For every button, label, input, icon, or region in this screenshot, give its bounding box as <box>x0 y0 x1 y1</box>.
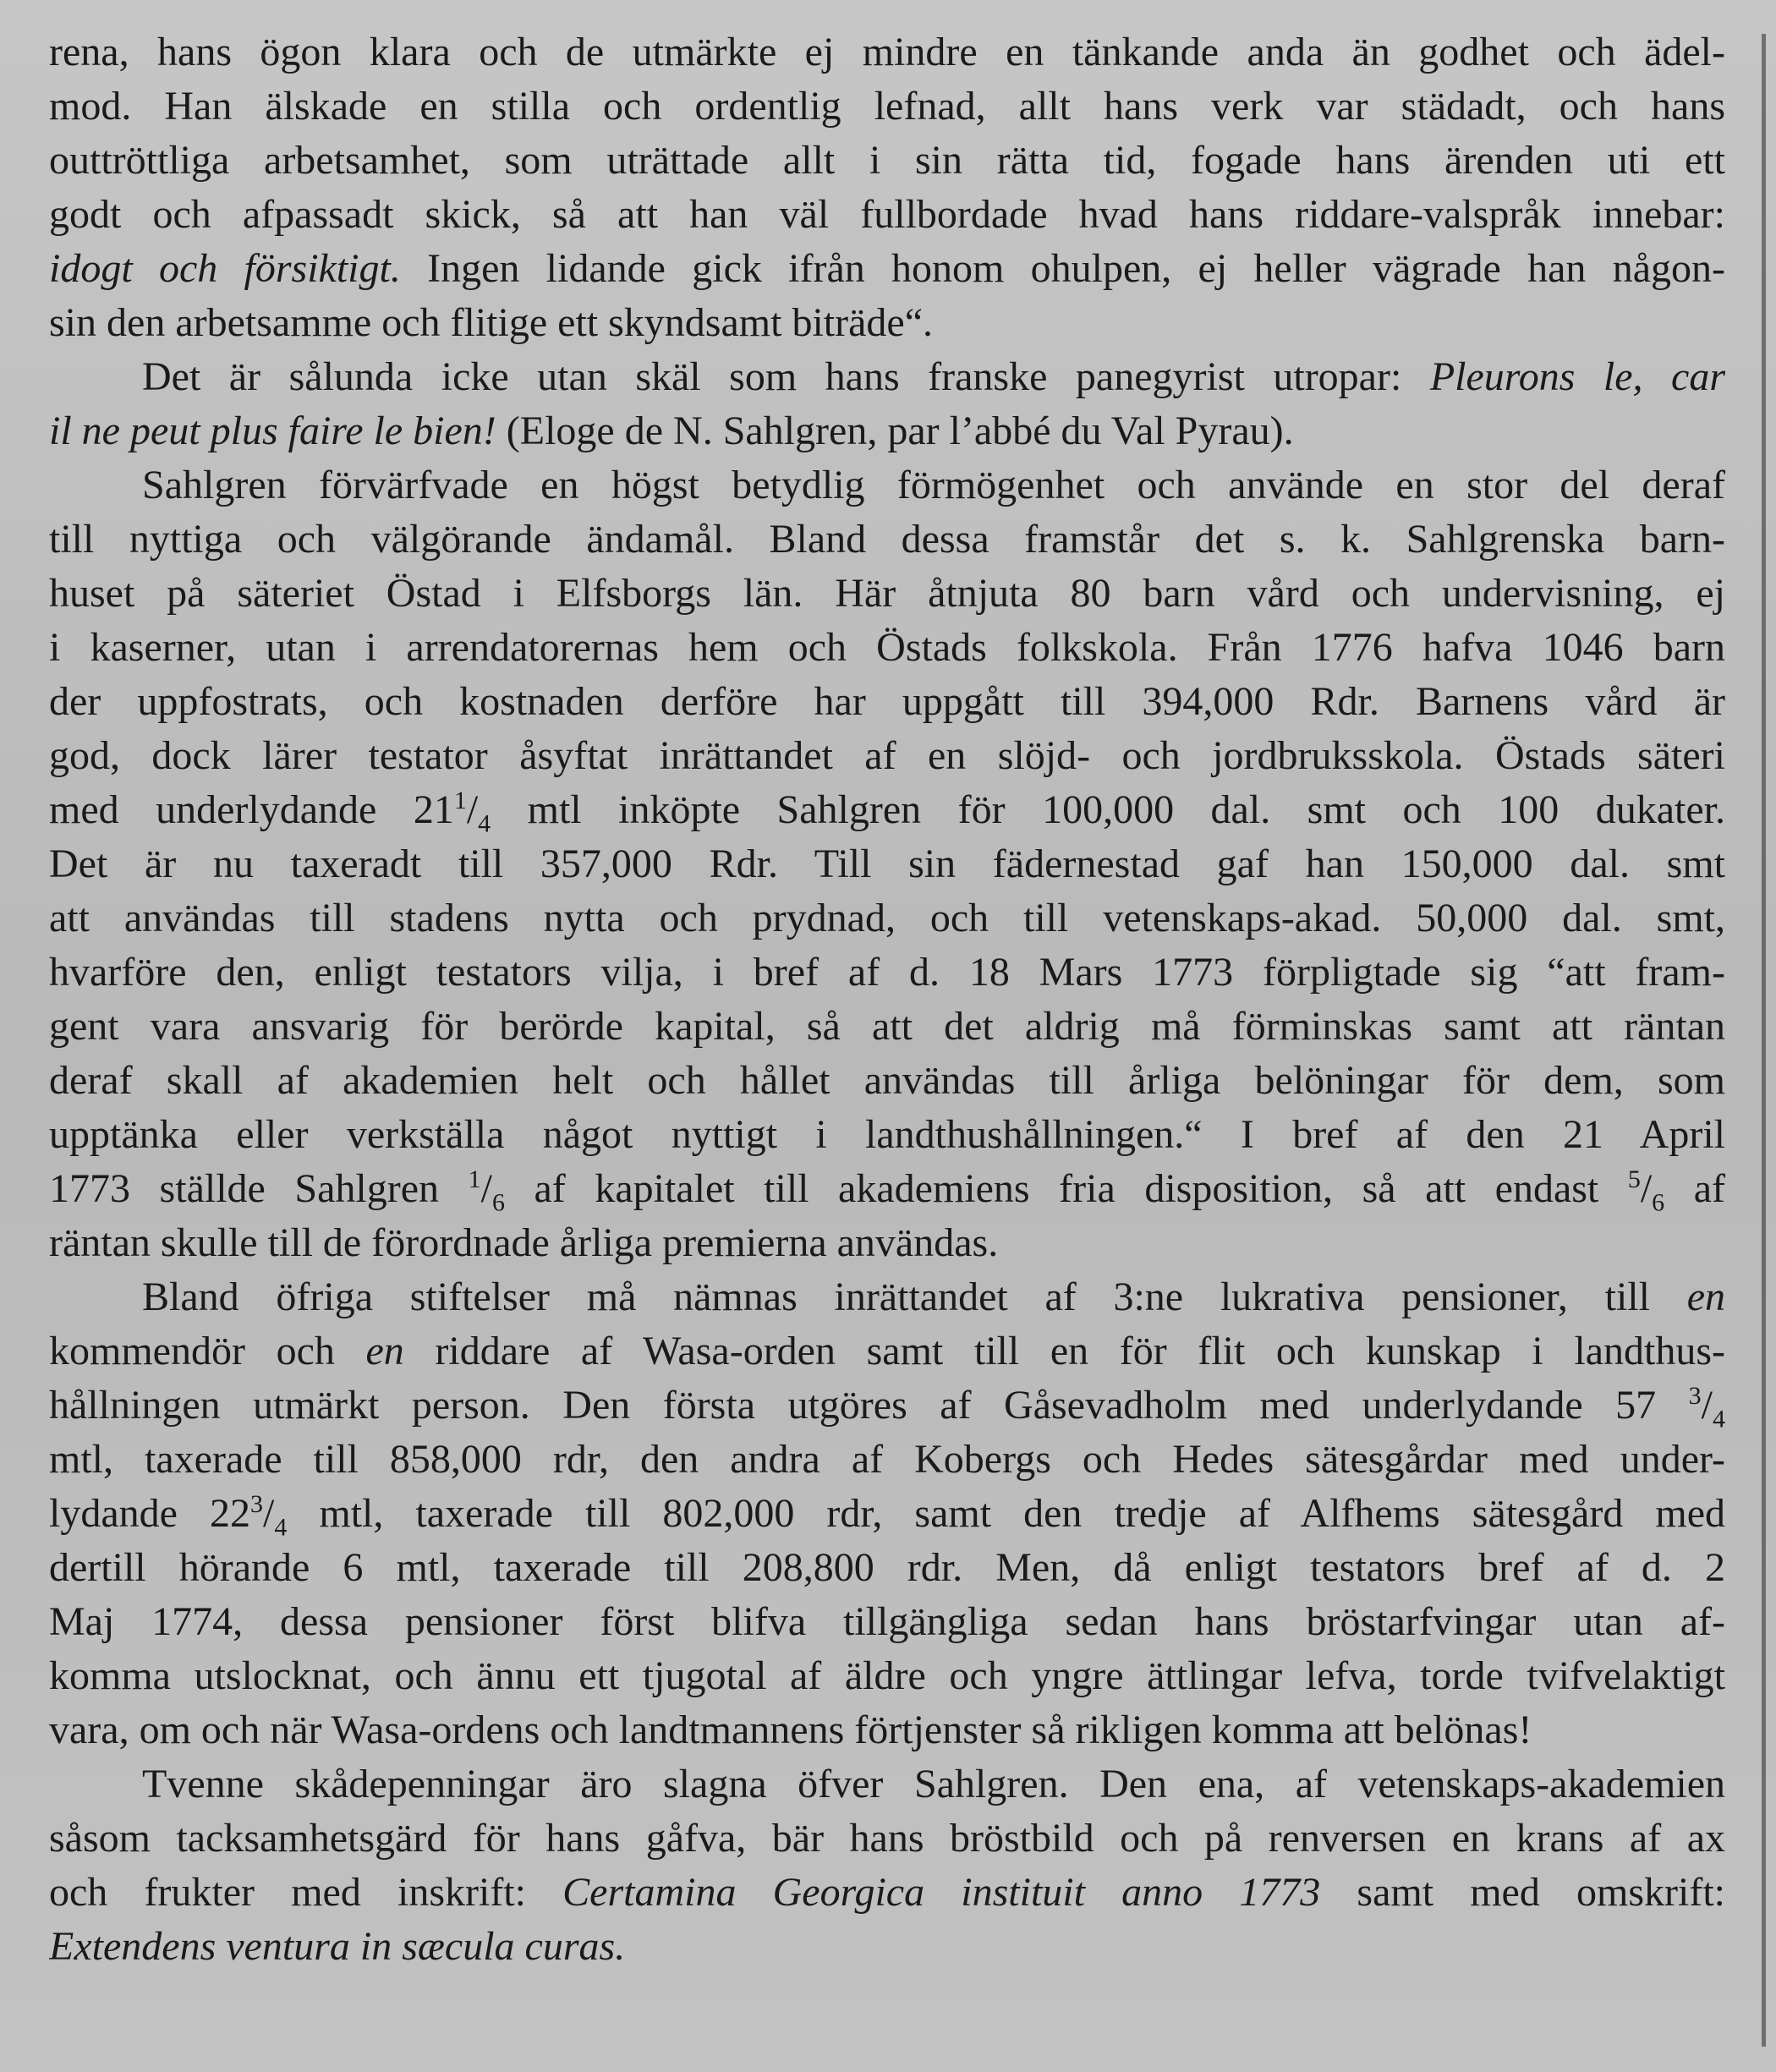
text-line: idogt och försiktigt. Ingen lidande gick ifrån honom ohulpen, ej heller vägrade han någon- <box>49 246 1725 291</box>
text-line: hållningen utmärkt person. Den första utgöres af Gåsevadholm med underlydande 57 $^3/_4$ <box>49 1382 1725 1433</box>
text-line: Det är sålunda icke utan skäl som hans franske panegyrist utropar: Pleurons le, car <box>142 354 1725 399</box>
text-line: hvarföre den, enligt testators vilja, i bref af d. 18 Mars 1773 förpligtade sig “att fram- <box>49 950 1725 995</box>
text-line: komma utslocknat, och ännu ett tjugotal af äldre och yngre ättlingar lefva, torde tvifvelaktigt <box>49 1653 1725 1698</box>
text-line: såsom tacksamhetsgärd för hans gåfva, bär hans bröstbild och på renversen en krans af ax <box>49 1816 1725 1861</box>
text-line: vara, om och när Wasa-ordens och landtmannens förtjenster så rikligen komma att belönas! <box>49 1707 1532 1752</box>
text-line: Tvenne skådepenningar äro slagna öfver Sahlgren. Den ena, af vetenskaps-akademien <box>142 1762 1725 1806</box>
text-line: deraf skall af akademien helt och hållet användas till årliga belöningar för dem, som <box>49 1058 1725 1103</box>
text-line: god, dock lärer testator åsyftat inrättandet af en slöjd- och jordbruksskola. Östads säteri <box>49 733 1725 778</box>
motto-italic: idogt och försiktigt. <box>49 246 401 291</box>
text-line: och frukter med inskrift: Certamina Georgica instituit anno 1773 samt med omskrift: <box>49 1870 1725 1915</box>
text-line: sin den arbetsamme och flitige ett skyndsamt biträde“. <box>49 300 934 345</box>
text-line: huset på säteriet Östad i Elfsborgs län. Här åtnjuta 80 barn vård och undervisning, ej <box>49 571 1725 616</box>
text-line: gent vara ansvarig för berörde kapital, så att det aldrig må förminskas samt att räntan <box>49 1004 1725 1049</box>
body-text <box>49 25 1725 1974</box>
text-line: kommendör och en riddare af Wasa-orden samt till en för flit och kunskap i landthus- <box>49 1329 1725 1373</box>
text-line: att användas till stadens nytta och prydnad, och till vetenskaps-akad. 50,000 dal. smt, <box>49 896 1725 940</box>
text-line: till nyttiga och välgörande ändamål. Bland dessa framstår det s. k. Sahlgrenska barn- <box>49 517 1725 562</box>
text-line: outtröttliga arbetsamhet, som uträttade allt i sin rätta tid, fogade hans ärenden uti ett <box>49 138 1725 183</box>
text-line: Maj 1774, dessa pensioner först blifva tillgängliga sedan hans bröstarfvingar utan af- <box>49 1599 1725 1644</box>
text-line: il ne peut plus faire le bien! (Eloge de N. Sahlgren, par l’abbé du Val Pyrau). <box>49 408 1294 453</box>
text-line: dertill hörande 6 mtl, taxerade till 208,800 rdr. Men, då enligt testators bref af d. 2 <box>49 1545 1725 1590</box>
text-line: med underlydande $21^1/_4$ mtl inköpte Sahlgren för 100,000 dal. smt och 100 dukater. <box>49 787 1725 837</box>
text-line: rena, hans ögon klara och de utmärkte ej mindre en tänkande anda än godhet och ädel- <box>49 30 1725 74</box>
text-line: i kaserner, utan i arrendatorernas hem och Östads folkskola. Från 1776 hafva 1046 barn <box>49 625 1725 670</box>
text-line: Bland öfriga stiftelser må nämnas inrättandet af 3:ne lukrativa pensioner, till en <box>142 1274 1725 1319</box>
text-line: godt och afpassadt skick, så att han väl fullbordade hvad hans riddare-valspråk innebar: <box>49 192 1725 237</box>
text-line: der uppfostrats, och kostnaden derföre har uppgått till 394,000 Rdr. Barnens vård är <box>49 679 1725 724</box>
text-line: lydande $22^3/_4$ mtl, taxerade till 802,000 rdr, samt den tredje af Alfhems sätesgård med <box>49 1490 1725 1541</box>
text-line: Sahlgren förvärfvade en högst betydlig förmögenhet och använde en stor del deraf <box>142 463 1725 507</box>
text-line: mod. Han älskade en stilla och ordentlig lefnad, allt hans verk var städadt, och hans <box>49 84 1725 129</box>
text-line: mtl, taxerade till 858,000 rdr, den andra af Kobergs och Hedes sätesgårdar med under- <box>49 1437 1725 1482</box>
text-line: Extendens ventura in sæcula curas. <box>49 1924 626 1969</box>
text-line: räntan skulle till de förordnade årliga premierna användas. <box>49 1220 999 1265</box>
text-line: Det är nu taxeradt till 357,000 Rdr. Till sin fädernestad gaf han 150,000 dal. smt <box>49 841 1725 886</box>
text-line: upptänka eller verkställa något nyttigt i landthushållningen.“ I bref af den 21 April <box>49 1112 1725 1157</box>
text-line: 1773 ställde Sahlgren $^1/_6$ af kapitalet till akademiens fria disposition, så att endast $^5/_6$ af <box>49 1165 1725 1216</box>
page-edge-shadow <box>1762 34 1766 2047</box>
